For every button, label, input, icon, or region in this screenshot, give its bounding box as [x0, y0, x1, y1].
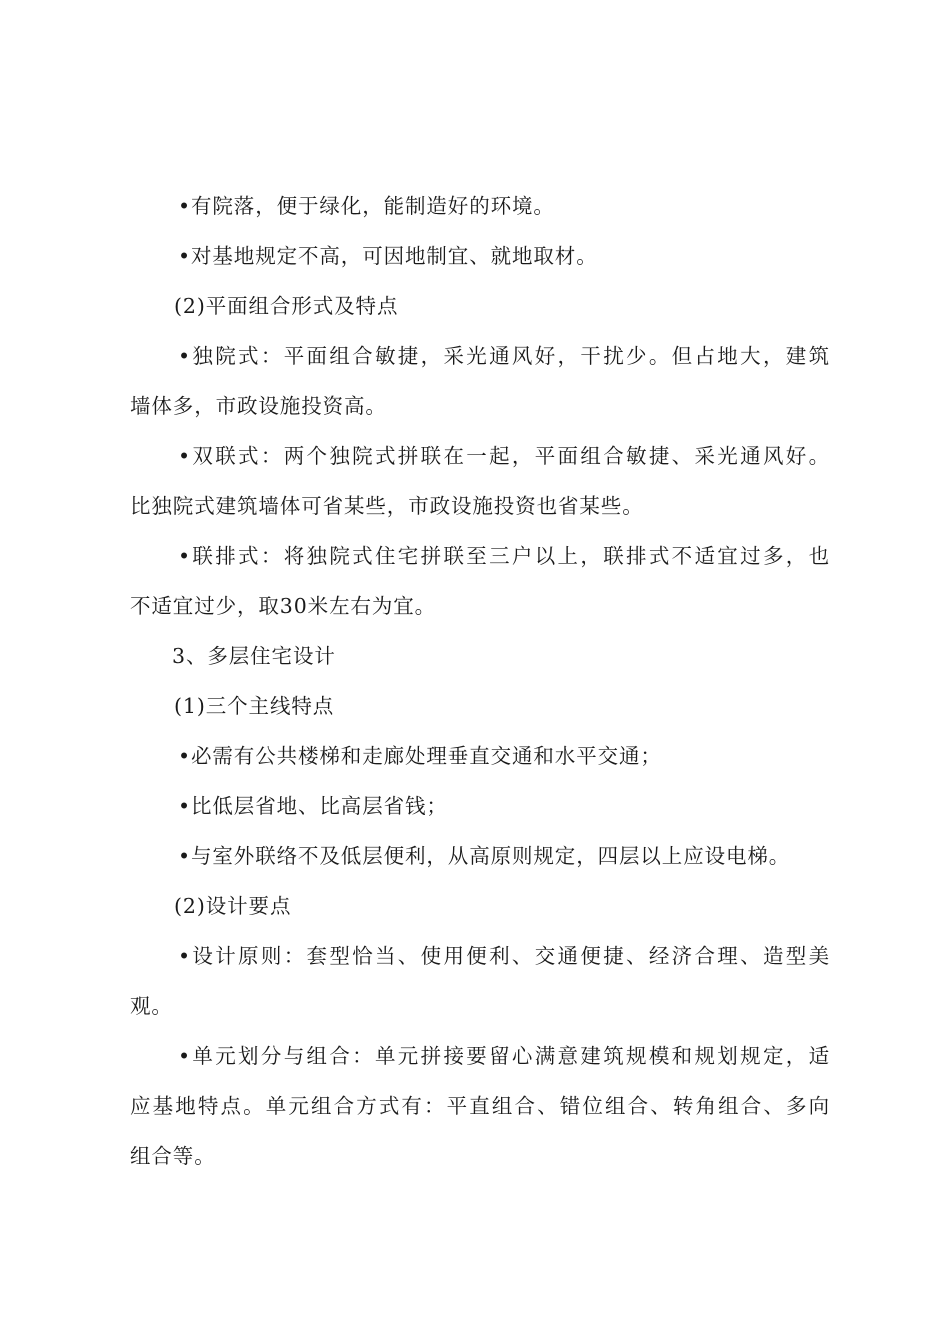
paragraph-line: 应基地特点。单元组合方式有：平直组合、错位组合、转角组合、多向 — [130, 1094, 830, 1118]
paragraph-line: •双联式：两个独院式拼联在一起，平面组合敏捷、采光通风好。 — [178, 444, 830, 468]
paragraph-line: 组合等。 — [130, 1144, 216, 1168]
subheading: (2)设计要点 — [174, 894, 292, 918]
bullet-line: •必需有公共楼梯和走廊处理垂直交通和水平交通； — [178, 744, 662, 768]
paragraph-line: 不适宜过少，取30米左右为宜。 — [130, 594, 437, 618]
paragraph-line: 墙体多，市政设施投资高。 — [130, 394, 387, 418]
subheading: (2)平面组合形式及特点 — [174, 294, 399, 318]
section-heading: 3、多层住宅设计 — [172, 644, 336, 668]
bullet-line: •与室外联络不及低层便利，从高原则规定，四层以上应设电梯。 — [178, 844, 791, 868]
bullet-line: •对基地规定不高，可因地制宜、就地取材。 — [178, 244, 598, 268]
bullet-line: •有院落，便于绿化，能制造好的环境。 — [178, 194, 555, 218]
paragraph-line: •设计原则：套型恰当、使用便利、交通便捷、经济合理、造型美 — [178, 944, 830, 968]
paragraph-line: •联排式：将独院式住宅拼联至三户以上，联排式不适宜过多，也 — [178, 544, 830, 568]
bullet-line: •比低层省地、比高层省钱； — [178, 794, 448, 818]
paragraph-line: 观。 — [130, 994, 173, 1018]
subheading: (1)三个主线特点 — [174, 694, 335, 718]
paragraph-line: •独院式：平面组合敏捷，采光通风好，干扰少。但占地大，建筑 — [178, 344, 830, 368]
paragraph-line: 比独院式建筑墙体可省某些，市政设施投资也省某些。 — [130, 494, 644, 518]
paragraph-line: •单元划分与组合：单元拼接要留心满意建筑规模和规划规定，适 — [178, 1044, 830, 1068]
